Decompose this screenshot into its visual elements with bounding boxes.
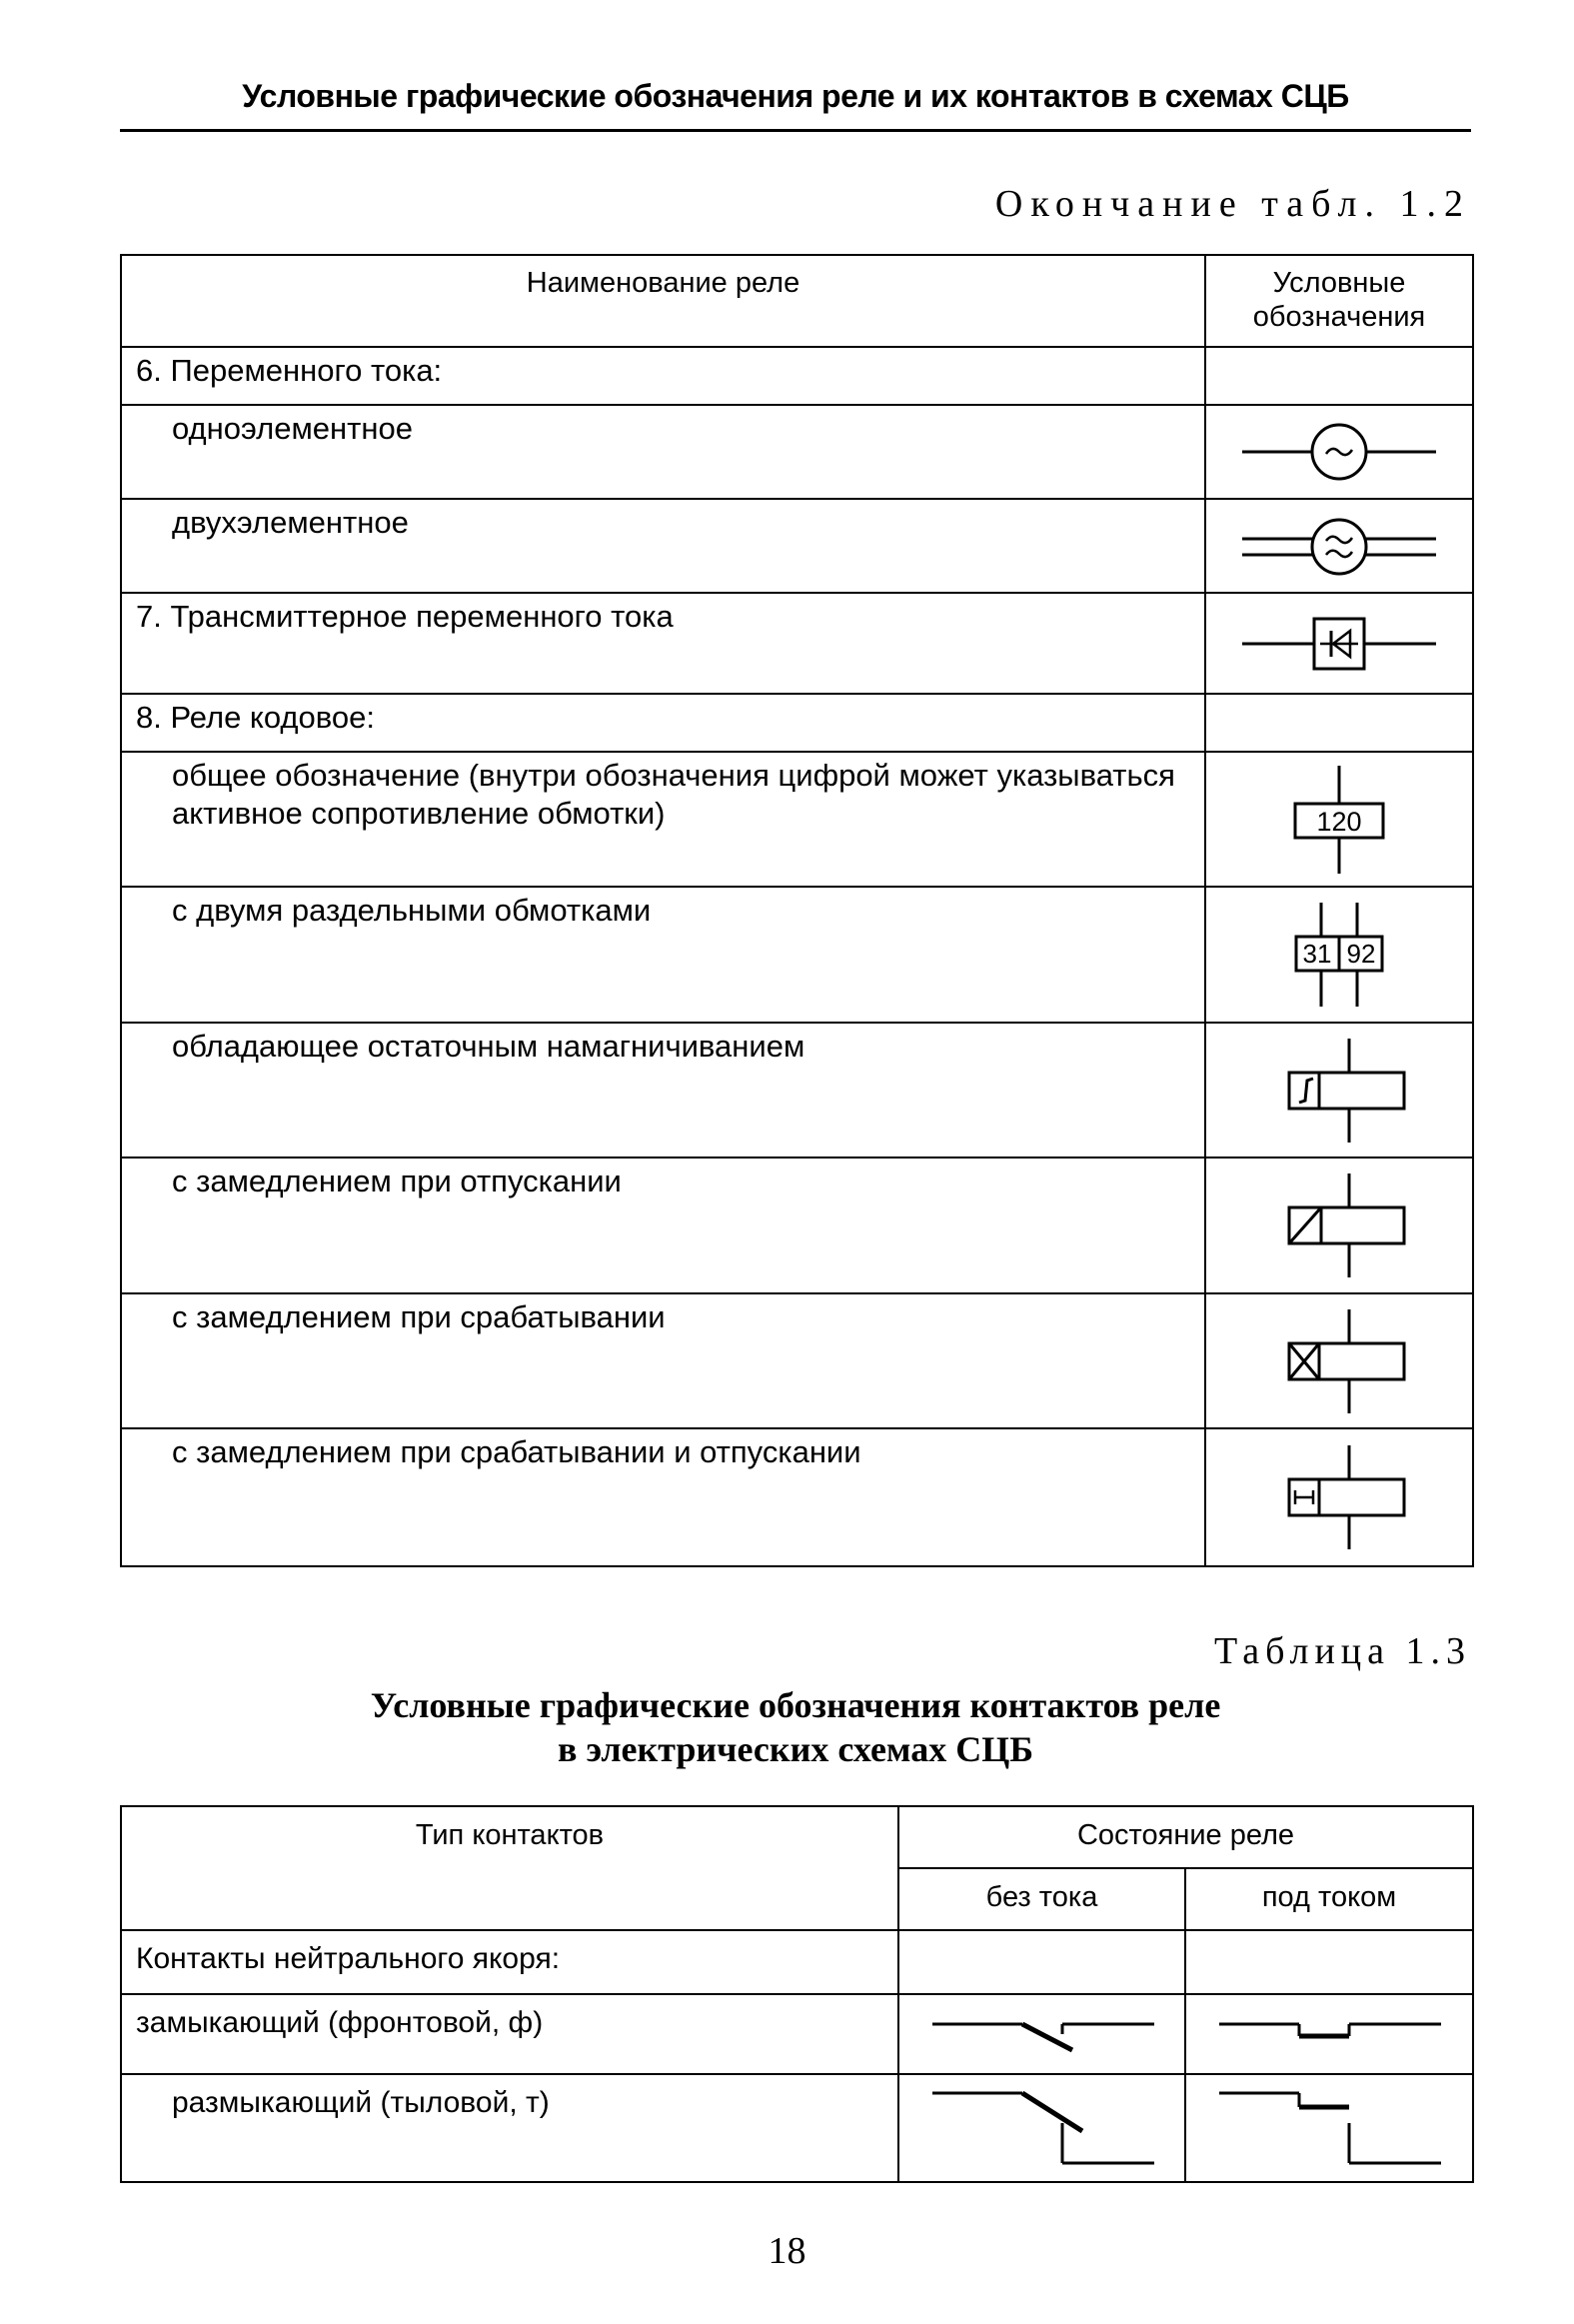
table-row [121,405,1473,499]
row-label: общее обозначение (внутри обозначения цифрой может указываться активное сопротивление обмотки) [121,752,1205,887]
continuation-label: Окончание табл. 1.2 [994,183,1471,225]
operate-delay-relay-icon [1269,1305,1409,1417]
release-delay-relay-icon [1269,1169,1409,1281]
row-label: обладающее остаточным намагничиванием [121,1023,1205,1158]
row-label: размыкающий (тыловой, т) [121,2074,898,2182]
header-no-current: без тока [898,1868,1185,1930]
coded-relay-icon [1279,764,1399,876]
table-row [121,1428,1473,1566]
table-row [121,1293,1473,1428]
table-title-line-1: Условные графические обозначения контактов реле [370,1685,1221,1725]
table-row [121,887,1473,1023]
row-label: с двумя раздельными обмотками [121,887,1205,1023]
row-label: двухэлементное [121,499,1205,593]
table-row [121,593,1473,694]
header-rule [120,129,1471,132]
row-label: с замедлением при срабатывании и отпускании [121,1428,1205,1566]
row-label: 6. Переменного тока: [121,347,1205,405]
table-row [121,2074,1473,2182]
header-symbol: Условные обозначения [1205,255,1473,347]
winding-2-resistance: 92 [1346,939,1376,969]
table-row [121,1994,1473,2074]
break-contact-open-icon [1209,2083,1449,2173]
row-label: с замедлением при отпускании [121,1158,1205,1293]
make-contact-closed-icon [1209,2004,1449,2064]
table-header-row [121,255,1473,347]
two-windings-relay-icon [1279,899,1399,1011]
contact-symbols-table [120,1805,1474,2183]
table-label: Таблица 1.3 [1213,1630,1471,1672]
winding-1-resistance: 31 [1302,939,1332,969]
page-number: 18 [768,2230,806,2272]
running-head: Условные графические обозначения реле и их контактов в схемах СЦБ [242,78,1349,114]
table-row [121,347,1473,405]
row-label: с замедлением при срабатывании [121,1293,1205,1428]
row-label: замыкающий (фронтовой, ф) [121,1994,898,2074]
transmitter-relay-icon [1234,609,1444,679]
coded-relay-resistance: 120 [1316,806,1362,837]
relay-symbols-table [120,254,1474,1567]
header-contact-type: Тип контактов [121,1806,898,1930]
break-contact-closed-icon [922,2083,1162,2173]
table-row [121,752,1473,887]
row-label: 7. Трансмиттерное переменного тока [121,593,1205,694]
table-row [121,1023,1473,1158]
table-title-line-2: в электрических схемах СЦБ [558,1729,1033,1769]
header-under-current: под током [1185,1868,1473,1930]
header-relay-name: Наименование реле [121,255,1205,347]
operate-release-delay-relay-icon [1269,1441,1409,1553]
table-row [121,499,1473,593]
row-label: 8. Реле кодовое: [121,694,1205,752]
header-relay-state: Состояние реле [898,1806,1473,1868]
table-header-row [121,1806,1473,1868]
residual-magnetism-relay-icon [1269,1035,1409,1147]
table-row [121,694,1473,752]
make-contact-open-icon [922,2004,1162,2064]
row-label: Контакты нейтрального якоря: [121,1930,898,1994]
table-row [121,1930,1473,1994]
table-row [121,1158,1473,1293]
ac-single-element-icon [1234,417,1444,487]
table-title [120,1683,1471,1771]
ac-two-element-icon [1234,511,1444,581]
row-label: одноэлементное [121,405,1205,499]
